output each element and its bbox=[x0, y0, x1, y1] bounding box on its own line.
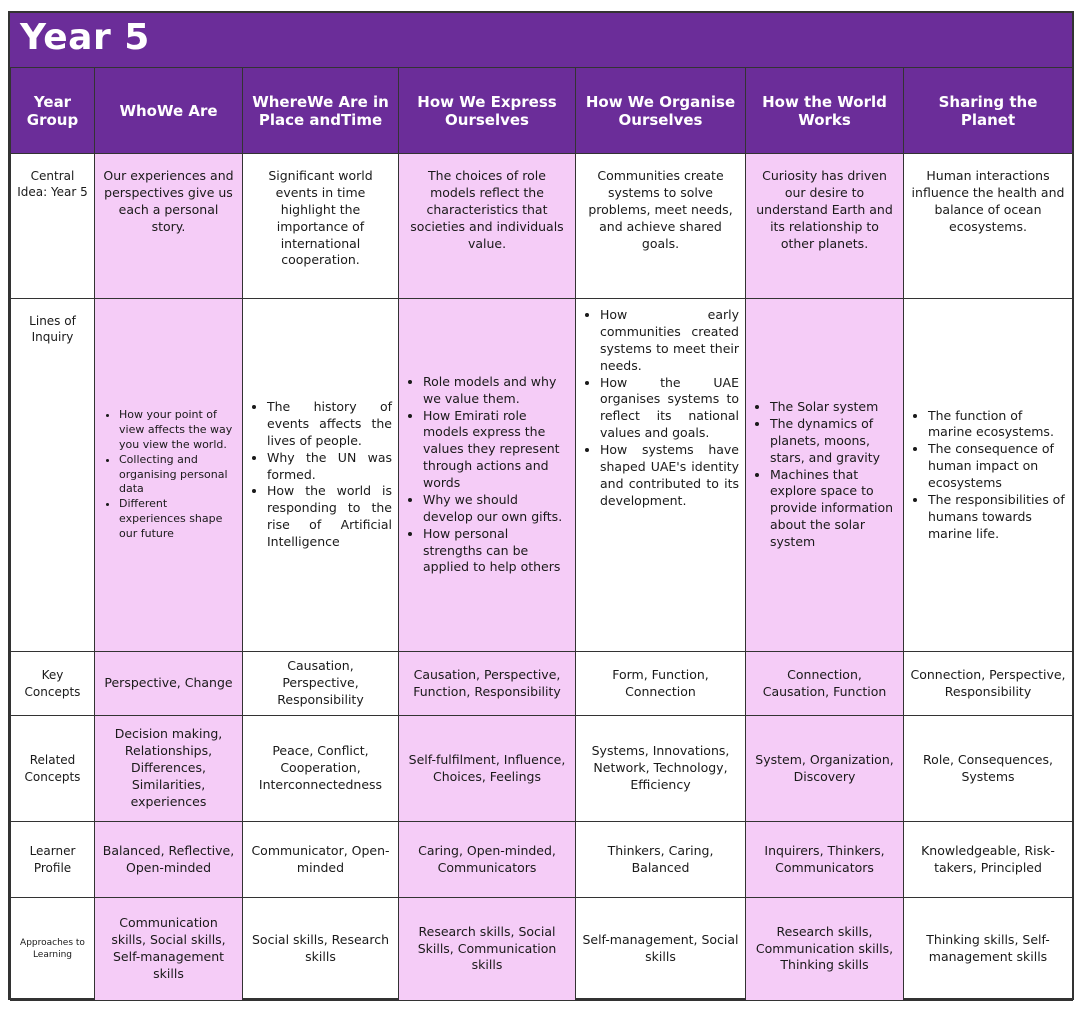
cell-learner-profile-5: Inquirers, Thinkers, Communicators bbox=[746, 822, 904, 898]
cell-approaches-1: Communication skills, Social skills, Self-management skills bbox=[95, 898, 243, 1001]
cell-learner-profile-6: Knowledgeable, Risk-takers, Principled bbox=[904, 822, 1073, 898]
cell-related-concepts-6: Role, Consequences, Systems bbox=[904, 716, 1073, 822]
cell-inquiry-3 bbox=[399, 299, 576, 652]
cell-central-idea-2: Significant world events in time highlight the importance of international cooperation. bbox=[243, 154, 399, 299]
header-who-we-are: WhoWe Are bbox=[95, 68, 243, 154]
list-item: • How Emirati role models express the values they represent through actions and words bbox=[423, 408, 569, 492]
header-sharing-the-planet: Sharing the Planet bbox=[904, 68, 1073, 154]
cell-related-concepts-2: Peace, Conflict, Cooperation, Interconnectedness bbox=[243, 716, 399, 822]
cell-central-idea-6: Human interactions influence the health and balance of ocean ecosystems. bbox=[904, 154, 1073, 299]
list-item: • The history of events affects the lives of people. bbox=[267, 399, 392, 450]
row-related-concepts bbox=[11, 716, 1073, 822]
row-label-key-concepts: Key Concepts bbox=[11, 652, 95, 716]
curriculum-table-frame bbox=[8, 11, 1074, 1000]
cell-inquiry-5 bbox=[746, 299, 904, 652]
page-title: Year 5 bbox=[20, 17, 150, 58]
list-item: • How early communities created systems to meet their needs. bbox=[600, 307, 739, 375]
header-row bbox=[11, 68, 1073, 154]
list-item: • Why we should develop our own gifts. bbox=[423, 492, 569, 526]
list-item: • Different experiences shape our future bbox=[119, 497, 236, 542]
row-lines-of-inquiry bbox=[11, 299, 1073, 652]
cell-learner-profile-1: Balanced, Reflective, Open-minded bbox=[95, 822, 243, 898]
row-label-related-concepts: Related Concepts bbox=[11, 716, 95, 822]
cell-learner-profile-2: Communicator, Open-minded bbox=[243, 822, 399, 898]
cell-key-concepts-4: Form, Function, Connection bbox=[576, 652, 746, 716]
row-learner-profile bbox=[11, 822, 1073, 898]
header-where-we-are: WhereWe Are in Place andTime bbox=[243, 68, 399, 154]
cell-related-concepts-5: System, Organization, Discovery bbox=[746, 716, 904, 822]
header-year-group: Year Group bbox=[11, 68, 95, 154]
row-label-approaches-to-learning: Approaches to Learning bbox=[11, 898, 95, 1001]
list-item: • The function of marine ecosystems. bbox=[928, 408, 1066, 442]
title-bar bbox=[10, 13, 1072, 67]
cell-inquiry-2 bbox=[243, 299, 399, 652]
cell-approaches-5: Research skills, Communication skills, Thinking skills bbox=[746, 898, 904, 1001]
header-how-we-express: How We Express Ourselves bbox=[399, 68, 576, 154]
list-item: • The dynamics of planets, moons, stars, and gravity bbox=[770, 416, 897, 467]
list-item: • How the world is responding to the rise of Artificial Intelligence bbox=[267, 483, 392, 551]
cell-inquiry-4 bbox=[576, 299, 746, 652]
row-label-central-idea: Central Idea: Year 5 bbox=[11, 154, 95, 299]
cell-approaches-4: Self-management, Social skills bbox=[576, 898, 746, 1001]
cell-learner-profile-3: Caring, Open-minded, Communicators bbox=[399, 822, 576, 898]
cell-key-concepts-3: Causation, Perspective, Function, Responsibility bbox=[399, 652, 576, 716]
header-how-the-world-works: How the World Works bbox=[746, 68, 904, 154]
cell-inquiry-1 bbox=[95, 299, 243, 652]
row-key-concepts bbox=[11, 652, 1073, 716]
cell-approaches-3: Research skills, Social Skills, Communication skills bbox=[399, 898, 576, 1001]
cell-key-concepts-6: Connection, Perspective, Responsibility bbox=[904, 652, 1073, 716]
cell-related-concepts-4: Systems, Innovations, Network, Technology, Efficiency bbox=[576, 716, 746, 822]
row-central-idea bbox=[11, 154, 1073, 299]
cell-key-concepts-1: Perspective, Change bbox=[95, 652, 243, 716]
cell-key-concepts-5: Connection, Causation, Function bbox=[746, 652, 904, 716]
cell-inquiry-6 bbox=[904, 299, 1073, 652]
list-item: • The responsibilities of humans towards marine life. bbox=[928, 492, 1066, 543]
row-label-learner-profile: Learner Profile bbox=[11, 822, 95, 898]
row-approaches-to-learning bbox=[11, 898, 1073, 1001]
list-item: • Machines that explore space to provide information about the solar system bbox=[770, 467, 897, 551]
list-item: • How your point of view affects the way you view the world. bbox=[119, 408, 236, 453]
cell-approaches-6: Thinking skills, Self-management skills bbox=[904, 898, 1073, 1001]
cell-central-idea-4: Communities create systems to solve problems, meet needs, and achieve shared goals. bbox=[576, 154, 746, 299]
cell-key-concepts-2: Causation, Perspective, Responsibility bbox=[243, 652, 399, 716]
header-how-we-organise: How We Organise Ourselves bbox=[576, 68, 746, 154]
cell-central-idea-5: Curiosity has driven our desire to understand Earth and its relationship to other planets. bbox=[746, 154, 904, 299]
list-item: • The consequence of human impact on ecosystems bbox=[928, 441, 1066, 492]
cell-approaches-2: Social skills, Research skills bbox=[243, 898, 399, 1001]
list-item: • How personal strengths can be applied to help others bbox=[423, 526, 569, 577]
list-item: • How the UAE organises systems to reflect its national values and goals. bbox=[600, 375, 739, 443]
curriculum-table bbox=[10, 67, 1073, 1001]
cell-central-idea-3: The choices of role models reflect the characteristics that societies and individuals value. bbox=[399, 154, 576, 299]
list-item: • Role models and why we value them. bbox=[423, 374, 569, 408]
cell-related-concepts-1: Decision making, Relationships, Differences, Similarities, experiences bbox=[95, 716, 243, 822]
cell-related-concepts-3: Self-fulfilment, Influence, Choices, Feelings bbox=[399, 716, 576, 822]
cell-learner-profile-4: Thinkers, Caring, Balanced bbox=[576, 822, 746, 898]
list-item: • Collecting and organising personal data bbox=[119, 453, 236, 498]
list-item: • How systems have shaped UAE's identity and contributed to its development. bbox=[600, 442, 739, 510]
list-item: • Why the UN was formed. bbox=[267, 450, 392, 484]
cell-central-idea-1: Our experiences and perspectives give us each a personal story. bbox=[95, 154, 243, 299]
row-label-lines-of-inquiry: Lines of Inquiry bbox=[11, 299, 95, 652]
list-item: • The Solar system bbox=[770, 399, 897, 416]
